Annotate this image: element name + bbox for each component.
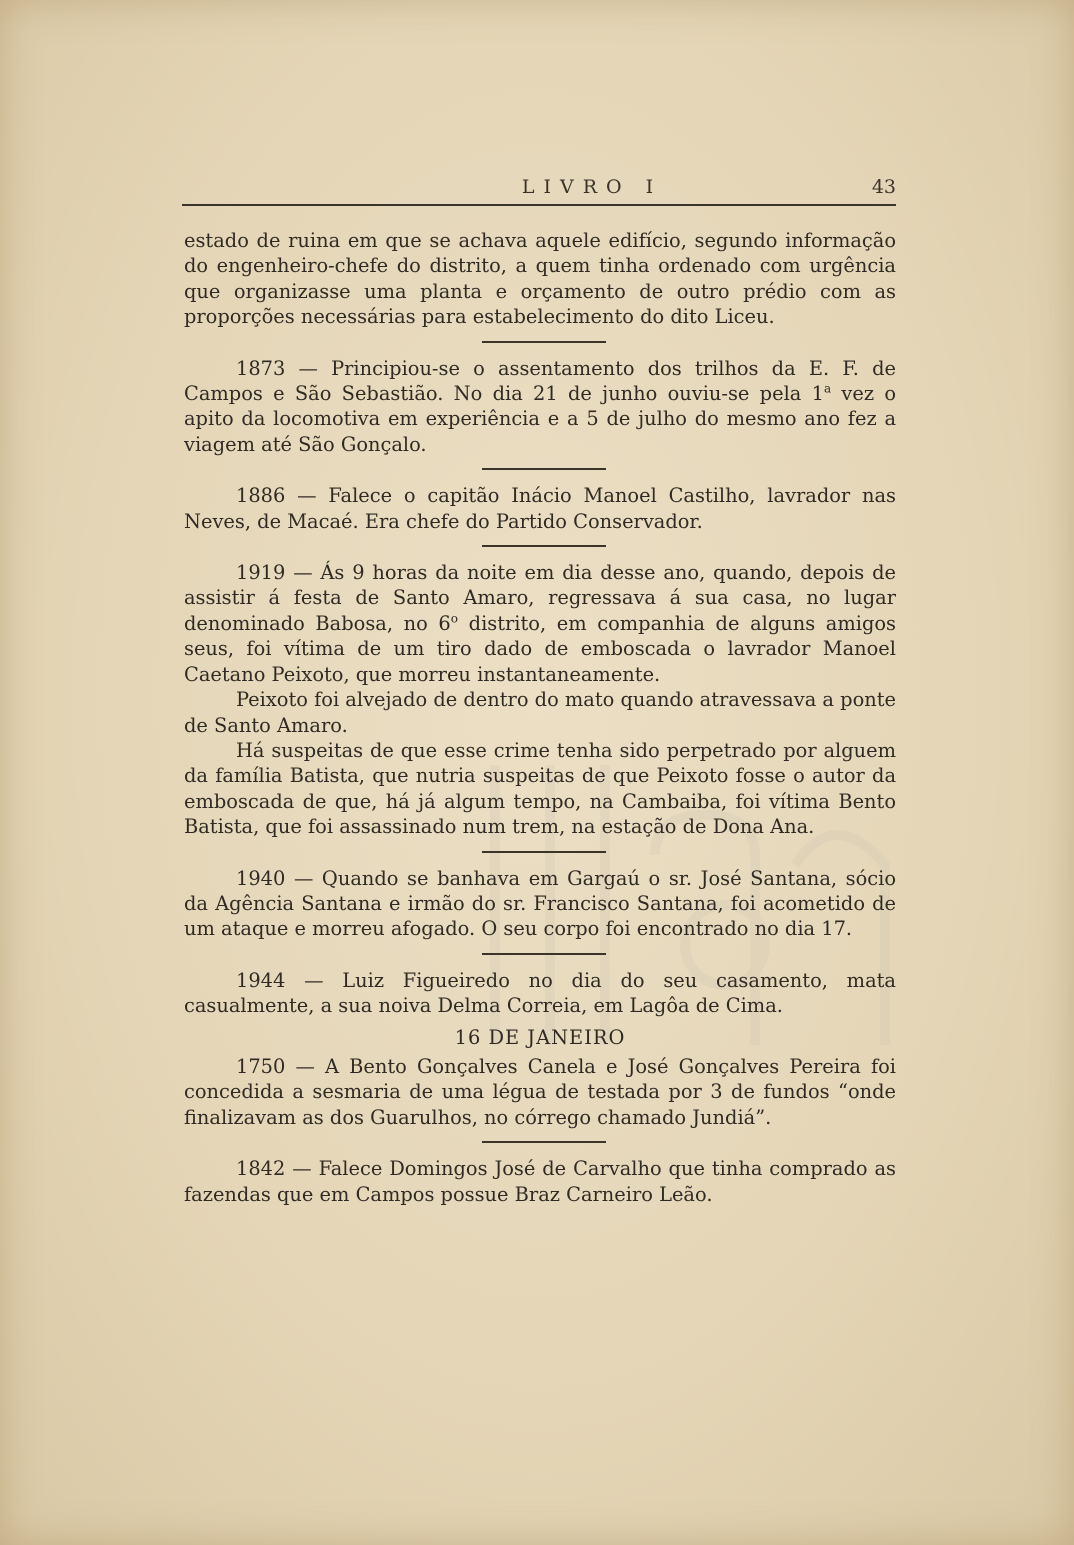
entry-1919-paragraph-2: Peixoto foi alvejado de dentro do mato quando atravessava a ponte de Santo Amaro.	[184, 688, 897, 737]
entry-1873-text-a: 1873 — Principiou-se o assentamento dos trilhos da E. F. de Campos e São Sebastião. No dia 21 de junho ouviu-se pela 1	[184, 356, 896, 406]
entry-1940: 1940 — Quando se banhava em Gargaú o sr. José Santana, sócio da Agência Santana e irmão do sr. Francisco Santana, foi acometido de um ataque e morreu afogado. O seu corpo foi encontrado no dia 17.	[184, 866, 896, 941]
ordinal-superscript: a	[823, 381, 832, 396]
entry-1919-paragraph-3: Há suspeitas de que esse crime tenha sido perpetrado por alguem da família Batista, que nutria suspeitas de que Peixoto fosse o autor da emboscada de que, há já algum tempo, na Cambaiba, foi vítima Bento Batista, que foi assassinado num trem, na estação de Dona Ana.	[184, 738, 896, 839]
page-number: 43	[871, 176, 896, 198]
ordinal-superscript: o	[450, 611, 459, 626]
paragraph-continuation: estado de ruina em que se achava aquele edifício, segundo informação do engenheiro-chefe do distrito, a quem tinha ordenado com urgência que organizasse uma planta e orçamento de outro prédio com as proporções necessárias para estabelecimento do dito Liceu.	[184, 229, 896, 329]
section-separator	[482, 468, 606, 470]
section-separator	[482, 851, 606, 853]
section-separator	[482, 953, 606, 955]
entry-1944: 1944 — Luiz Figueiredo no dia do seu casamento, mata casualmente, a sua noiva Delma Correia, em Lagôa de Cima.	[184, 968, 896, 1018]
entry-1873-text-b: vez o apito da locomotiva em experiência e a 5 de julho do mesmo ano fez a viagem até São Gonçalo.	[184, 382, 896, 456]
entry-1919-text-a: 1919 — Ás 9 horas da noite em dia desse ano, quando, depois de assistir á festa de Santo Amaro, regressava á sua casa, no lugar denominado Babosa, no 6	[184, 561, 896, 635]
page-body	[184, 228, 896, 1207]
entry-1919	[184, 560, 896, 687]
date-heading: 16 DE JANEIRO	[454, 1025, 626, 1049]
entry-1919-text-b: distrito, em companhia de alguns amigos seus, foi vítima de um tiro dado de emboscada o lavrador Manoel Caetano Peixoto, que morreu instantaneamente.	[184, 611, 896, 686]
page-header	[182, 174, 896, 204]
entry-1842: 1842 — Falece Domingos José de Carvalho que tinha comprado as fazendas que em Campos possue Braz Carneiro Leão.	[184, 1157, 896, 1206]
section-separator	[482, 341, 606, 343]
section-separator	[482, 1141, 606, 1143]
entry-1873	[184, 356, 896, 458]
section-separator	[482, 545, 606, 547]
header-rule	[182, 204, 896, 206]
entry-1886: 1886 — Falece o capitão Inácio Manoel Castilho, lavrador nas Neves, de Macaé. Era chefe do Partido Conservador.	[184, 484, 896, 533]
entry-1750: 1750 — A Bento Gonçalves Canela e José Gonçalves Pereira foi concedida a sesmaria de uma légua de testada por 3 de fundos “onde finalizavam as dos Guarulhos, no córrego chamado Jundiá”.	[184, 1054, 896, 1129]
running-head: LIVRO I	[521, 176, 663, 198]
